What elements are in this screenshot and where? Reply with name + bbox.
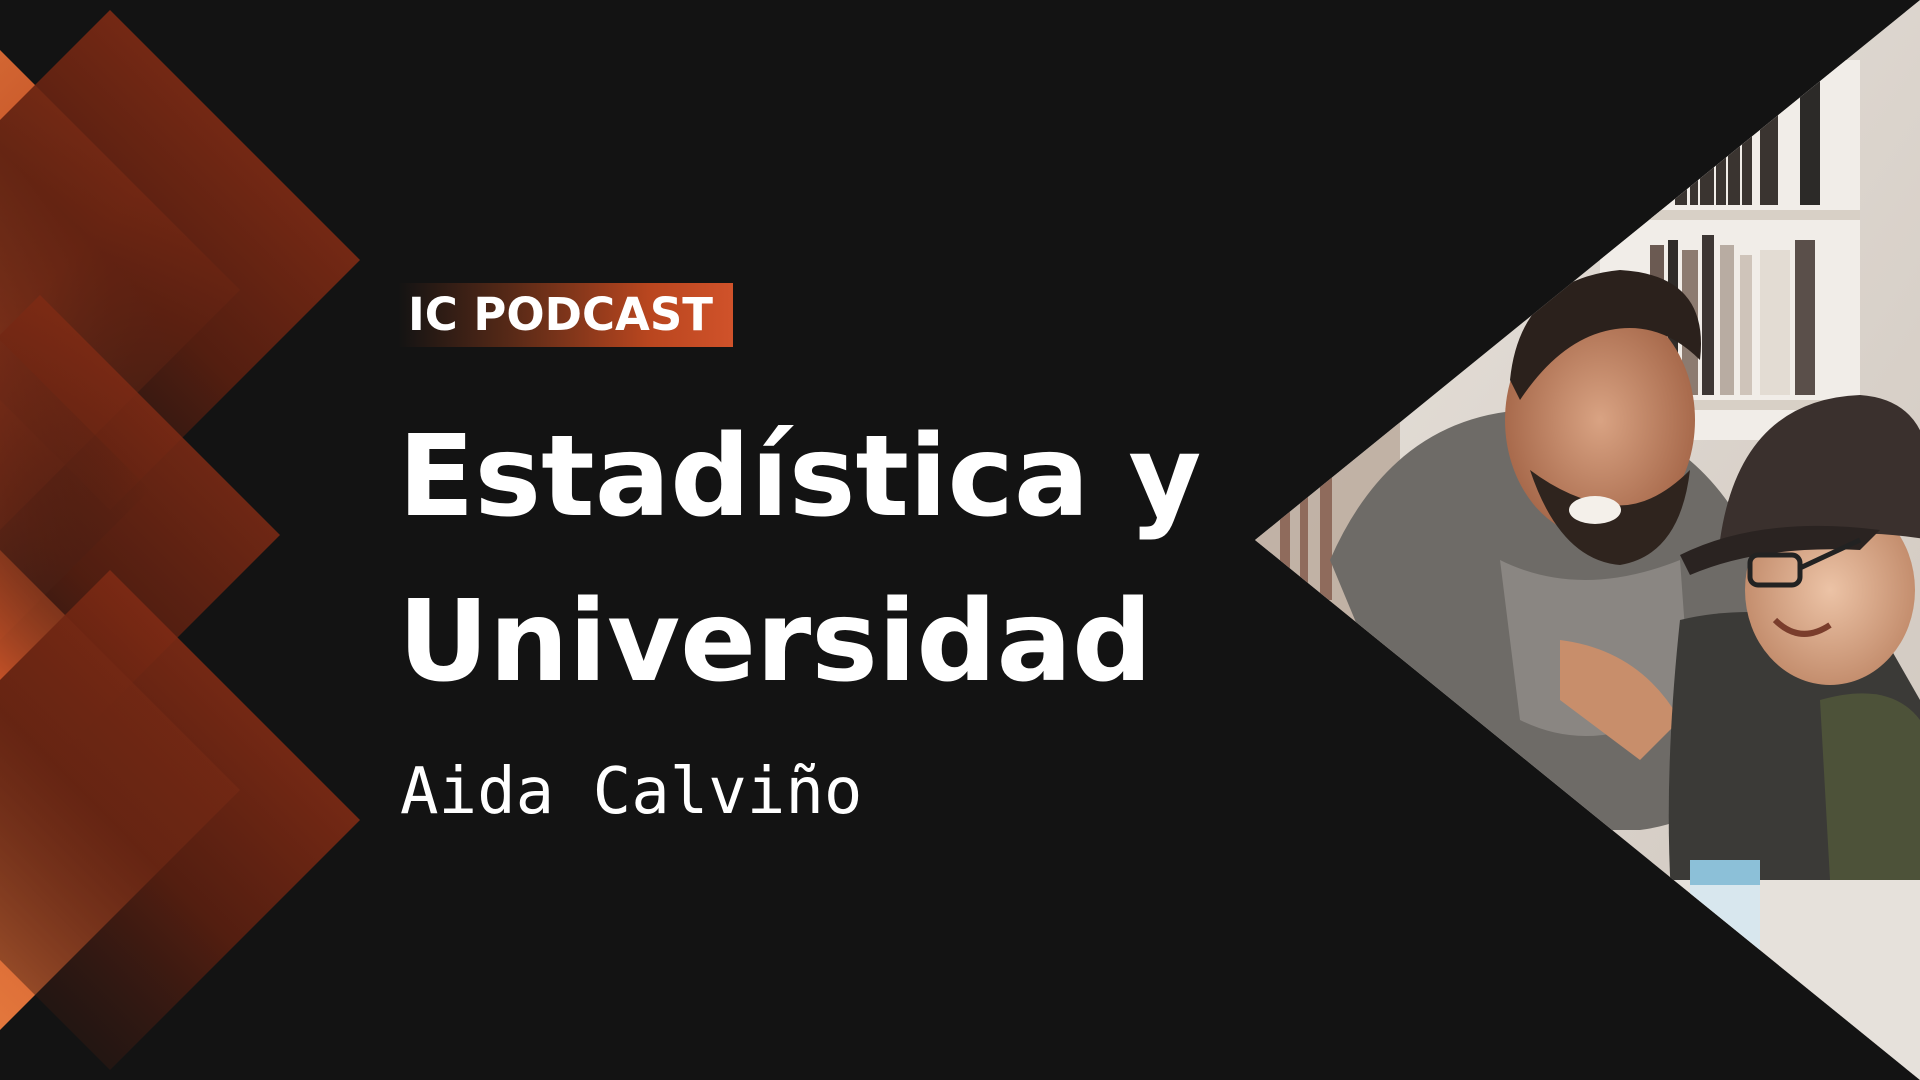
episode-title	[398, 395, 1298, 725]
episode-title-line-1: Estadística y	[398, 412, 1202, 542]
two-people-laughing-photo	[1200, 0, 1920, 1080]
guest-name: Aida Calviño	[400, 755, 863, 829]
podcast-badge-label: IC PODCAST	[408, 288, 713, 341]
episode-title-line-2: Universidad	[398, 577, 1153, 707]
